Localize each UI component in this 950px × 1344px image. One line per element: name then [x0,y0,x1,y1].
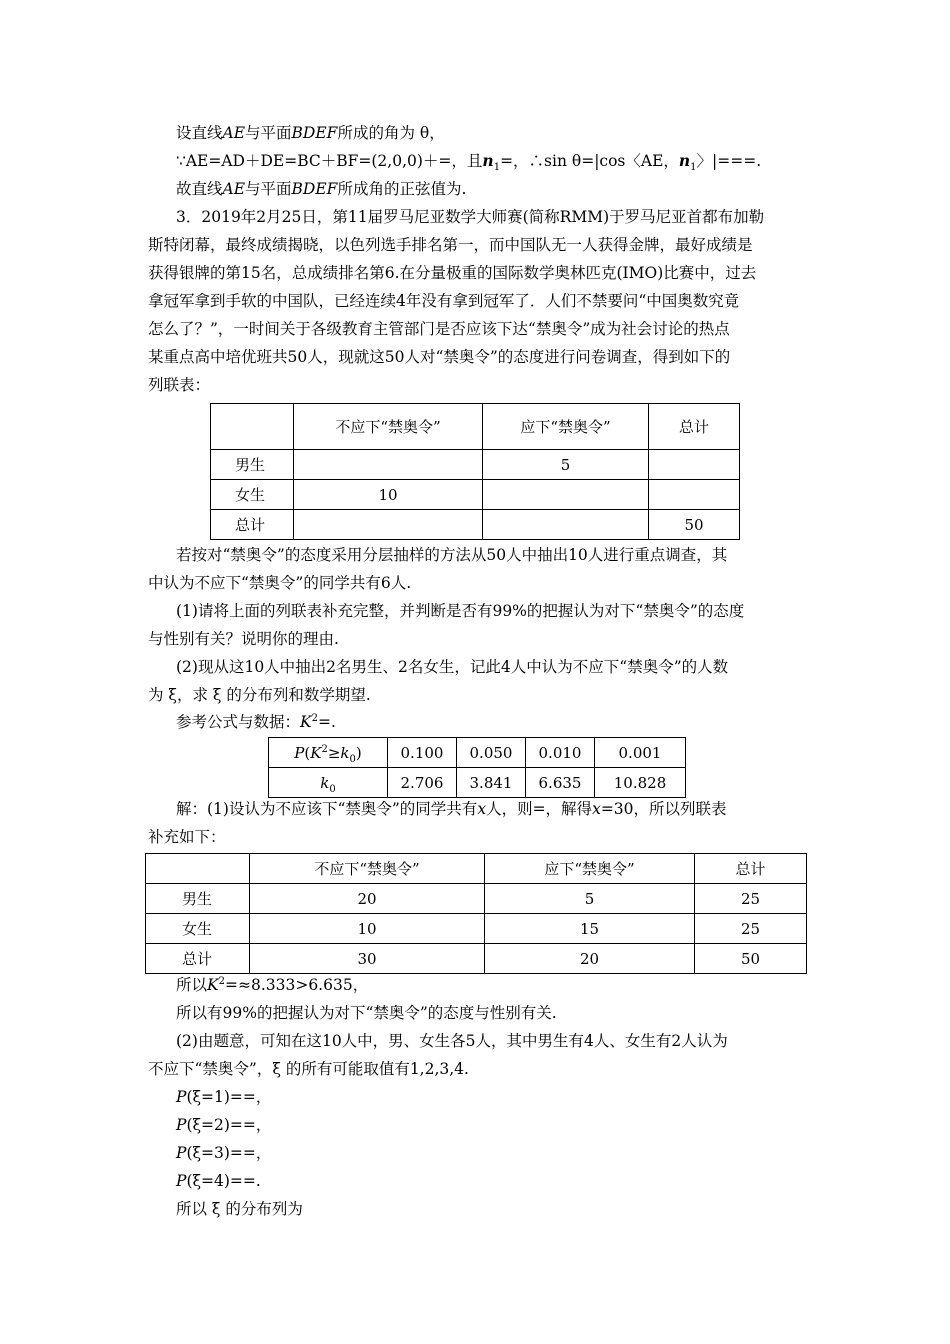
problem-line-2: 斯特闭幕，最终成绩揭晓，以色列选手排名第一，而中国队无一人获得金牌，最好成绩是 [148,236,753,254]
table-row: 女生 10 15 25 [146,914,807,944]
solution-line-1: 解：(1)设认为不应该下“禁奥令”的同学共有x人，则=，解得x=30，所以列联表 [176,800,727,818]
conclusion: 所以有99%的把握认为对下“禁奥令”的态度与性别有关. [176,1004,557,1022]
table-row: $P(K^2\ge k_0)$ 0.100 0.050 0.010 0.001 [269,738,686,768]
question-2-line-1: (2)现从这10人中抽出2名男生、2名女生，记此4人中认为不应下“禁奥令”的人数 [176,658,729,676]
probability-line: P(ξ=3)==， [176,1144,272,1162]
contingency-table-blank [210,403,740,540]
part-2-line-1: (2)由题意，可知在这10人中，男、女生各5人，其中男生有4人、女生有2人认为 [176,1032,728,1050]
after-table-line-1: 若按对“禁奥令”的态度采用分层抽样的方法从50人中抽出10人进行重点调查，其 [176,546,728,564]
probability-line: P(ξ=1)==， [176,1088,272,1106]
question-1-line-2: 与性别有关？说明你的理由. [148,630,339,648]
problem-line-7: 列联表： [148,376,211,394]
contingency-table-complete [145,853,807,974]
table-row: 总计 50 [211,510,740,540]
reference-formula: 参考公式与数据：$K^2=$. [176,712,336,731]
question-2-line-2: 为 ξ，求 ξ 的分布列和数学期望. [148,686,371,704]
part-2-line-2: 不应下“禁奥令”，ξ 的所有可能取值有1,2,3,4. [148,1060,469,1078]
table-header-cell: 应下“禁奥令” [483,404,649,450]
problem-line-4: 拿冠军拿到手软的中国队，已经连续4年没有拿到冠军了．人们不禁要问“中国奥数究竟 [148,292,740,310]
table-header-cell: 不应下“禁奥令” [250,854,485,884]
prev-line-1: 设直线AE与平面BDEF所成的角为 θ， [176,124,445,142]
table-header-cell: 总计 [695,854,807,884]
table-row: 总计 30 20 50 [146,944,807,974]
table-row: 女生 10 [211,480,740,510]
problem-line-1: 3．2019年2月25日，第11届罗马尼亚数学大师赛(简称RMM)于罗马尼亚首都布加勒 [176,208,765,226]
probability-line: P(ξ=2)==， [176,1116,272,1134]
problem-line-6: 某重点高中培优班共50人，现就这50人对“禁奥令”的态度进行问卷调查，得到如下的 [148,348,731,366]
problem-line-5: 怎么了？”，一时间关于各级教育主管部门是否应该下达“禁奥令”成为社会讨论的热点 [148,320,730,338]
table-header-cell: 应下“禁奥令” [485,854,695,884]
distribution-intro: 所以 ξ 的分布列为 [176,1200,303,1218]
k2-result: 所以$K^2=\approx 8.333>6.635$， [176,975,369,994]
probability-line: P(ξ=4)==. [176,1172,261,1190]
table-row: 男生 5 [211,450,740,480]
after-table-line-2: 中认为不应下“禁奥令”的同学共有6人. [148,574,412,592]
table-header-cell: 总计 [649,404,740,450]
table-header-cell [211,404,294,450]
question-1-line-1: (1)请将上面的列联表补充完整，并判断是否有99%的把握认为对下“禁奥令”的态度 [176,602,745,620]
critical-value-table [268,737,686,798]
solution-line-2: 补充如下： [148,828,226,846]
table-row: 男生 20 5 25 [146,884,807,914]
table-header-cell: 不应下“禁奥令” [294,404,483,450]
table-row: $k_0$ 2.706 3.841 6.635 10.828 [269,768,686,798]
prev-line-3: 故直线AE与平面BDEF所成角的正弦值为. [176,180,467,198]
problem-line-3: 获得银牌的第15名，总成绩排名第6.在分量极重的国际数学奥林匹克(IMO)比赛中，过去 [148,264,757,282]
table-header-cell [146,854,250,884]
prev-line-2: ∵AE=AD＋DE=BC＋BF=(2,0,0)＋=，且$n_1=$，∴sin θ=|cos〈AE，$n_1$〉|===. [176,151,762,174]
